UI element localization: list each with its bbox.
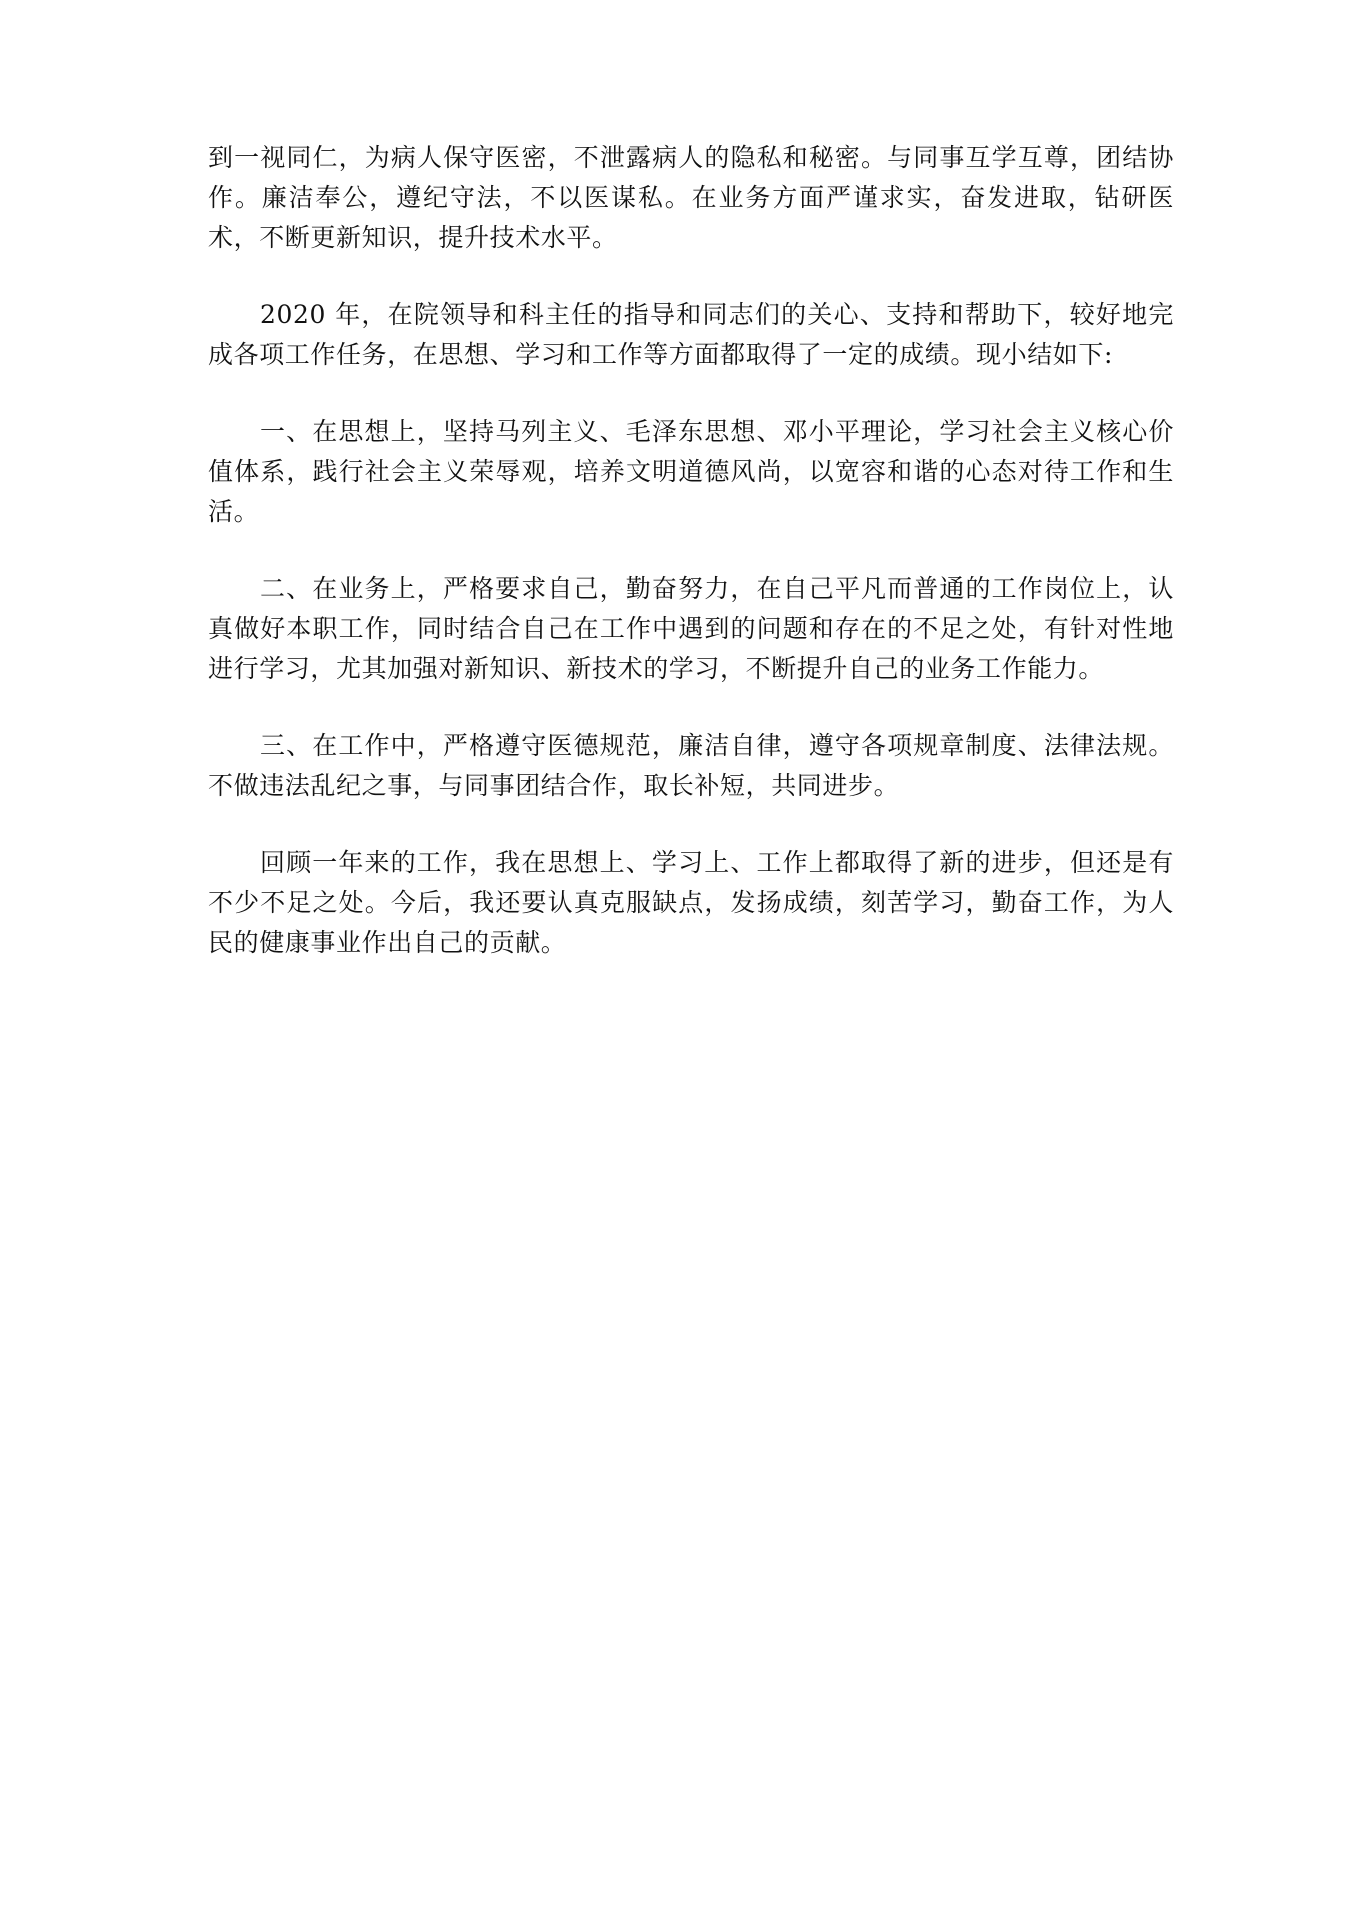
paragraph-conclusion: 回顾一年来的工作，我在思想上、学习上、工作上都取得了新的进步，但还是有不少不足之处。今后，我还要认真克服缺点，发扬成绩，刻苦学习，勤奋工作，为人民的健康事业作出自己的贡献。 (208, 848, 1174, 957)
paragraph-work: 三、在工作中，严格遵守医德规范，廉洁自律，遵守各项规章制度、法律法规。不做违法乱纪之事，与同事团结合作，取长补短，共同进步。 (208, 731, 1174, 800)
paragraph-business: 二、在业务上，严格要求自己，勤奋努力，在自己平凡而普通的工作岗位上，认真做好本职工作，同时结合自己在工作中遇到的问题和存在的不足之处，有针对性地进行学习，尤其加强对新知识、新技术的学习，不断提升自己的业务工作能力。 (208, 574, 1174, 683)
paragraph-ideology: 一、在思想上，坚持马列主义、毛泽东思想、邓小平理论，学习社会主义核心价值体系，践行社会主义荣辱观，培养文明道德风尚，以宽容和谐的心态对待工作和生活。 (208, 417, 1174, 526)
paragraph-intro: 2020 年，在院领导和科主任的指导和同志们的关心、支持和帮助下，较好地完成各项工作任务，在思想、学习和工作等方面都取得了一定的成绩。现小结如下: (208, 300, 1174, 369)
document-body (208, 138, 1174, 1000)
paragraph-continuation: 到一视同仁，为病人保守医密，不泄露病人的隐私和秘密。与同事互学互尊，团结协作。廉洁奉公，遵纪守法，不以医谋私。在业务方面严谨求实，奋发进取，钻研医术，不断更新知识，提升技术水平。 (208, 143, 1174, 252)
